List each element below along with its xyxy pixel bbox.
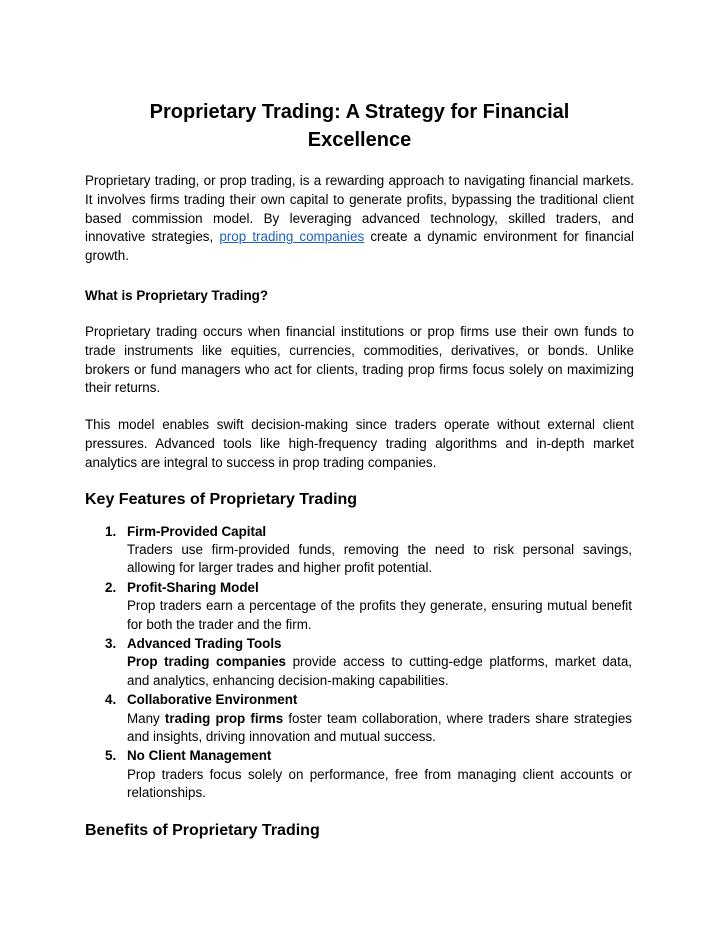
list-item-title: Collaborative Environment <box>127 692 298 708</box>
list-item-title: Profit-Sharing Model <box>127 579 259 595</box>
list-item-body-bold: trading prop firms <box>164 710 284 726</box>
intro-text-after-link: create a dynamic environment for financial growth. <box>85 229 635 264</box>
list-item-body <box>127 710 632 747</box>
what-is-heading: What is Proprietary Trading? <box>85 287 269 303</box>
list-item <box>85 747 634 802</box>
benefits-heading: Benefits of Proprietary Trading <box>85 821 320 839</box>
key-features-list <box>85 523 634 803</box>
list-item-title: Advanced Trading Tools <box>127 636 282 651</box>
intro-paragraph <box>85 172 634 266</box>
page-title: Proprietary Trading: A Strategy for Financial Excellence <box>149 101 570 151</box>
list-item <box>85 523 634 578</box>
list-item-body: Prop traders earn a percentage of the profits they generate, ensuring mutual benefit for both the trader and the firm. <box>127 598 632 632</box>
what-paragraph-1: Proprietary trading occurs when financial institutions or prop firms use their own funds to trade instruments like equities, currencies, commodities, derivatives, or bonds. Unlike brokers or fund managers who act for clients, trading prop firms focus solely on maximizing their returns. <box>85 323 634 396</box>
list-item <box>85 579 634 634</box>
list-item <box>85 635 634 690</box>
list-item-number: 3. <box>105 636 117 651</box>
what-paragraph-2: This model enables swift decision-making since traders operate without external client pressures. Advanced tools like high-frequency trading algorithms and in-depth market analytics are integral to success in prop trading companies. <box>85 417 634 470</box>
intro-text-before-link: Proprietary trading, or prop trading, is a rewarding approach to navigating financial markets. It involves firms trading their own capital to generate profits, bypassing the traditional client based commission model. By leveraging advanced technology, skilled traders, and innovative strategies, <box>85 173 634 245</box>
list-item-number: 2. <box>105 579 117 595</box>
key-features-heading: Key Features of Proprietary Trading <box>85 490 358 508</box>
prop-trading-companies-link[interactable]: prop trading companies <box>219 229 365 245</box>
list-item <box>85 691 634 746</box>
list-item-body-rest: foster team collaboration, where traders share strategies and insights, driving innovation and mutual success. <box>127 710 632 745</box>
list-item-body-pre: Many <box>127 710 165 726</box>
list-item-title: Firm-Provided Capital <box>127 523 267 539</box>
list-item-body <box>127 653 632 690</box>
list-item-body: Traders use firm-provided funds, removing the need to risk personal savings, allowing for larger trades and higher profit potential. <box>127 541 632 576</box>
list-item-number: 4. <box>105 692 117 708</box>
list-item-body-rest: provide access to cutting-edge platforms, market data, and analytics, enhancing decision-making capabilities. <box>127 654 633 688</box>
list-item-number: 1. <box>105 523 117 539</box>
list-item-body: Prop traders focus solely on performance, free from managing client accounts or relationships. <box>127 766 632 801</box>
list-item-title: No Client Management <box>127 748 272 764</box>
list-item-body-bold: Prop trading companies <box>127 654 286 670</box>
list-item-number: 5. <box>105 748 117 764</box>
